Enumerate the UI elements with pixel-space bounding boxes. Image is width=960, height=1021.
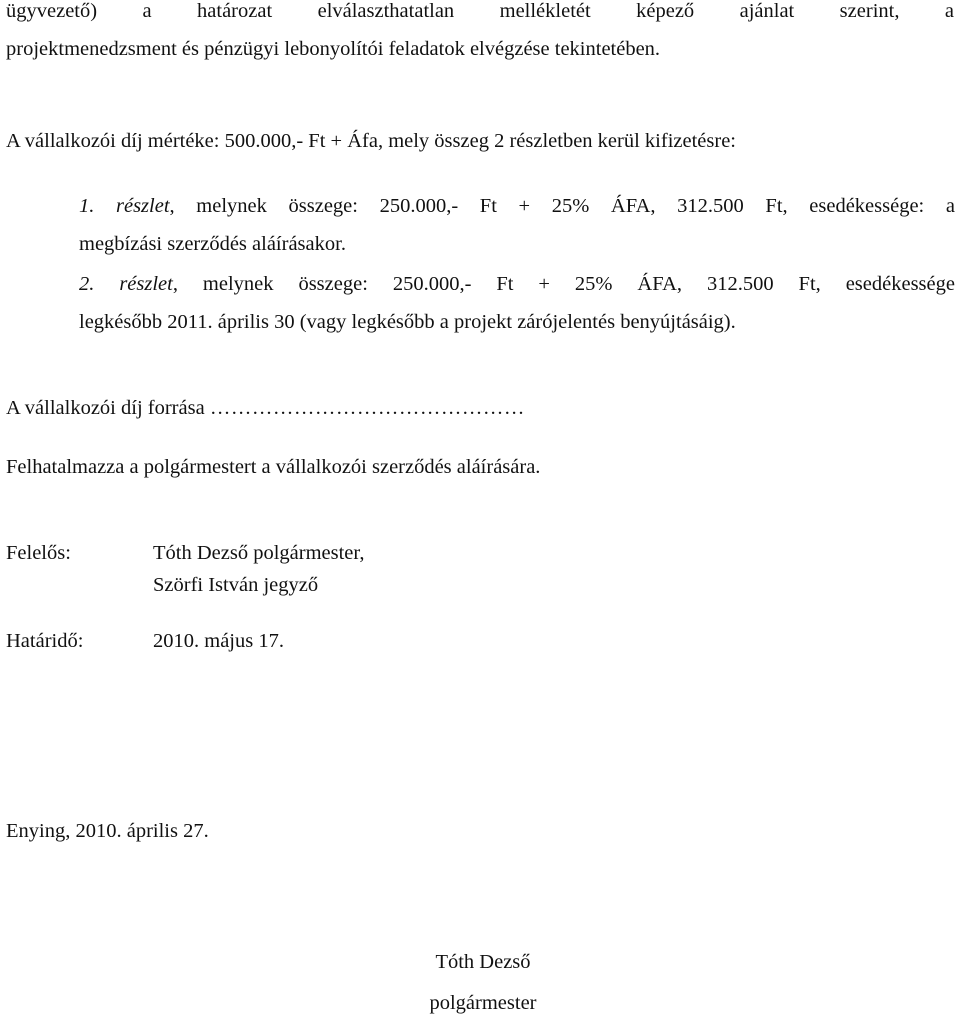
- intro-line-2: projektmenedzsment és pénzügyi lebonyolítói feladatok elvégzése tekintetében.: [6, 38, 661, 60]
- responsible-value-2: Szörfi István jegyző: [153, 574, 319, 596]
- fee-source-line: [6, 397, 525, 420]
- signature-title: polgármester: [429, 992, 537, 1014]
- installment-1-line-1: [79, 195, 955, 218]
- installment-1-text: , melynek összege: 250.000,- Ft + 25% ÁFA, 312.500 Ft, esedékessége: a: [169, 195, 955, 217]
- installment-2-label: 2. részlet: [79, 273, 173, 295]
- place-and-date: Enying, 2010. április 27.: [6, 820, 209, 842]
- intro-line-1: ügyvezető) a határozat elválaszthatatlan mellékletét képező ajánlat szerint, a: [6, 0, 954, 22]
- installment-1-line-2: megbízási szerződés aláírásakor.: [79, 233, 346, 255]
- fee-amount-line: A vállalkozói díj mértéke: 500.000,- Ft + Áfa, mely összeg 2 részletben kerül kifizetésre:: [6, 130, 736, 152]
- fee-source-blank: ………………………………………: [209, 397, 525, 419]
- installment-2-line-2: legkésőbb 2011. április 30 (vagy legkésőbb a projekt zárójelentés benyújtásáig).: [79, 311, 736, 333]
- authorization-line: Felhatalmazza a polgármestert a vállalkozói szerződés aláírására.: [6, 456, 541, 478]
- fee-source-label: A vállalkozói díj forrása: [6, 397, 205, 419]
- deadline-value: 2010. május 17.: [153, 630, 284, 652]
- responsible-value-1: Tóth Dezső polgármester,: [153, 542, 365, 564]
- installment-2-text: , melynek összege: 250.000,- Ft + 25% ÁFA, 312.500 Ft, esedékessége: [172, 273, 955, 295]
- signature-name: Tóth Dezső: [435, 951, 531, 973]
- installment-1-label: 1. részlet: [79, 195, 170, 217]
- responsible-label: Felelős:: [6, 542, 71, 564]
- installment-2-line-1: [79, 273, 955, 296]
- deadline-label: Határidő:: [6, 630, 84, 652]
